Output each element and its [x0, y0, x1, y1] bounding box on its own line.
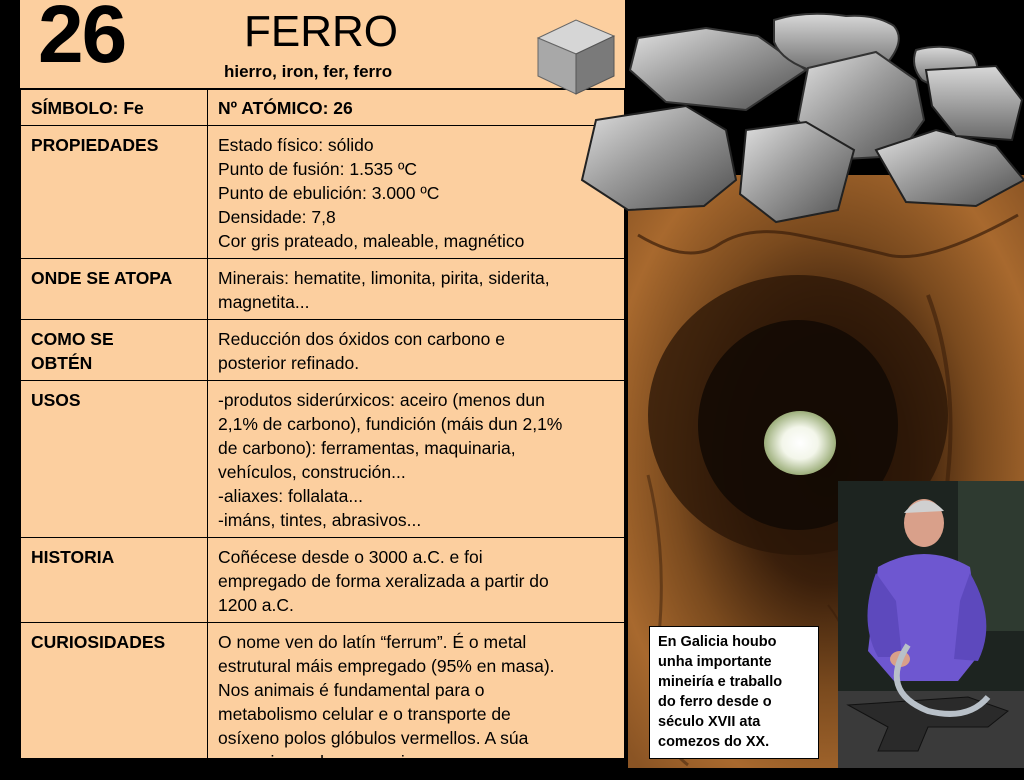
value-line: empregado de forma xeralizada a partir do — [218, 571, 549, 591]
iron-pieces-photo — [576, 10, 1024, 225]
caption-line: En Galicia houbo — [658, 634, 777, 650]
value-line: 1200 a.C. — [218, 595, 294, 615]
caption-line: mineiría e traballo — [658, 674, 783, 690]
atomic-number-large: 26 — [38, 0, 126, 80]
value-line: estrutural máis empregado (95% en masa). — [218, 656, 555, 676]
value-line: Nos animais é fundamental para o — [218, 680, 485, 700]
element-card — [20, 0, 625, 772]
value-line: Estado físico: sólido — [218, 135, 374, 155]
table-row — [21, 381, 625, 538]
value-line: Coñécese desde o 3000 a.C. e foi — [218, 547, 483, 567]
element-translations: hierro, iron, fer, ferro — [224, 62, 393, 81]
row-label-obtain — [21, 320, 208, 381]
row-value-uses — [208, 381, 625, 538]
value-line: metabolismo celular e o transporte de — [218, 704, 511, 724]
value-line: Reducción dos óxidos con carbono e — [218, 329, 505, 349]
value-line: magnetita... — [218, 292, 310, 312]
element-name: FERRO — [244, 7, 398, 56]
row-value-history — [208, 538, 625, 623]
row-label-properties: PROPIEDADES — [21, 126, 208, 259]
row-label-curiosities: CURIOSIDADES — [21, 623, 208, 780]
properties-table — [20, 88, 625, 780]
caption-line: comezos do XX. — [658, 734, 770, 750]
value-line: -aliaxes: follalata... — [218, 486, 363, 506]
label-line: COMO SE — [31, 329, 114, 349]
atomic-number-cell: Nº ATÓMICO: 26 — [208, 89, 625, 126]
row-value-properties — [208, 126, 625, 259]
value-line: osíxeno polos glóbulos vermellos. A súa — [218, 728, 529, 748]
row-value-obtain — [208, 320, 625, 381]
value-line: vehículos, construción... — [218, 462, 406, 482]
value-line: Densidade: 7,8 — [218, 207, 336, 227]
value-line: Punto de ebulición: 3.000 ºC — [218, 183, 440, 203]
card-header — [20, 0, 625, 90]
value-line: Punto de fusión: 1.535 ºC — [218, 159, 418, 179]
table-row — [21, 259, 625, 320]
row-label-uses: USOS — [21, 381, 208, 538]
label-line: OBTÉN — [31, 353, 93, 373]
value-line: 2,1% de carbono), fundición (máis dun 2,1% — [218, 414, 563, 434]
caption-line: século XVII ata — [658, 714, 761, 730]
blacksmith-photo — [838, 481, 1024, 768]
caption-line: unha importante — [658, 654, 772, 670]
value-line: carencia produce anemia. — [218, 752, 420, 772]
table-row — [21, 126, 625, 259]
row-value-curiosities — [208, 623, 625, 780]
value-line: de carbono): ferramentas, maquinaria, — [218, 438, 516, 458]
row-label-history: HISTORIA — [21, 538, 208, 623]
row-label-where: ONDE SE ATOPA — [21, 259, 208, 320]
symbol-cell: SÍMBOLO: Fe — [21, 89, 208, 126]
galicia-caption — [649, 626, 819, 759]
value-line: -produtos siderúrxicos: aceiro (menos dun — [218, 390, 545, 410]
iron-cube-icon — [536, 18, 616, 96]
row-value-where — [208, 259, 625, 320]
caption-line: do ferro desde o — [658, 694, 772, 710]
value-line: O nome ven do latín “ferrum”. É o metal — [218, 632, 527, 652]
value-line: Minerais: hematite, limonita, pirita, siderita, — [218, 268, 550, 288]
table-row-symbol — [21, 89, 625, 126]
table-row — [21, 538, 625, 623]
value-line: posterior refinado. — [218, 353, 360, 373]
table-row — [21, 320, 625, 381]
table-row — [21, 623, 625, 780]
value-line: -imáns, tintes, abrasivos... — [218, 510, 422, 530]
value-line: Cor gris prateado, maleable, magnético — [218, 231, 525, 251]
